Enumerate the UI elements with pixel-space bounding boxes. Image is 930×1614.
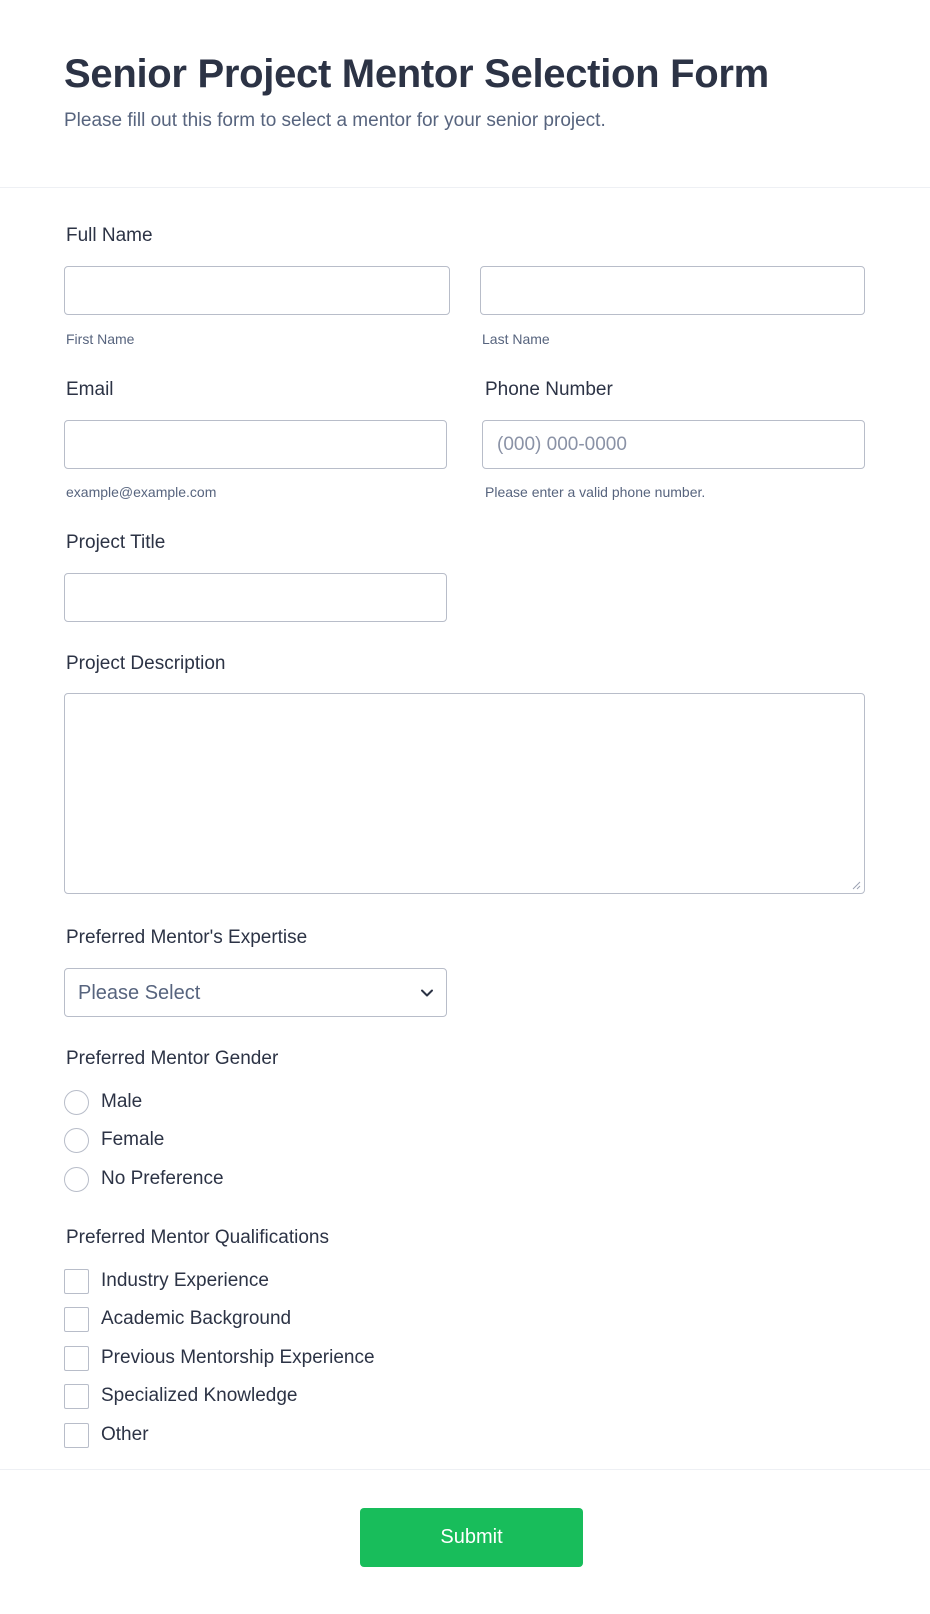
qualification-option-label: Industry Experience xyxy=(101,1270,269,1291)
gender-option-no-preference[interactable] xyxy=(64,1166,464,1194)
qualification-option-academic-background[interactable] xyxy=(64,1306,464,1334)
qualification-option-label: Previous Mentorship Experience xyxy=(101,1347,375,1368)
email-input[interactable] xyxy=(64,420,447,469)
footer-divider xyxy=(0,1469,930,1470)
gender-option-male[interactable] xyxy=(64,1089,464,1117)
checkbox[interactable] xyxy=(64,1307,89,1332)
qualification-option-label: Specialized Knowledge xyxy=(101,1385,298,1406)
qualification-option-other[interactable] xyxy=(64,1422,464,1450)
phone-label: Phone Number xyxy=(485,379,613,400)
full-name-label: Full Name xyxy=(66,225,153,246)
qualification-option-specialized-knowledge[interactable] xyxy=(64,1383,464,1411)
page-title: Senior Project Mentor Selection Form xyxy=(64,52,769,96)
qualification-option-previous-mentorship[interactable] xyxy=(64,1345,464,1373)
project-title-label: Project Title xyxy=(66,532,166,553)
phone-input[interactable] xyxy=(482,420,865,469)
expertise-selected-value: Please Select xyxy=(78,982,201,1004)
qualifications-label: Preferred Mentor Qualifications xyxy=(66,1227,329,1248)
checkbox[interactable] xyxy=(64,1269,89,1294)
phone-sublabel: Please enter a valid phone number. xyxy=(485,484,706,500)
expertise-select[interactable] xyxy=(64,968,447,1017)
qualification-option-label: Academic Background xyxy=(101,1308,292,1329)
radio-button[interactable] xyxy=(64,1090,89,1115)
gender-option-label: Female xyxy=(101,1129,165,1150)
radio-button[interactable] xyxy=(64,1167,89,1192)
qualification-option-industry-experience[interactable] xyxy=(64,1268,464,1296)
gender-option-label: Male xyxy=(101,1091,143,1112)
last-name-input[interactable] xyxy=(480,266,865,315)
radio-button[interactable] xyxy=(64,1128,89,1153)
project-description-label: Project Description xyxy=(66,653,226,674)
resize-grip-icon[interactable] xyxy=(851,880,861,890)
form-header xyxy=(0,0,930,188)
first-name-sublabel: First Name xyxy=(66,331,135,347)
qualification-option-label: Other xyxy=(101,1424,149,1445)
email-label: Email xyxy=(66,379,114,400)
gender-option-female[interactable] xyxy=(64,1127,464,1155)
gender-label: Preferred Mentor Gender xyxy=(66,1048,279,1069)
checkbox[interactable] xyxy=(64,1346,89,1371)
first-name-input[interactable] xyxy=(64,266,450,315)
gender-option-label: No Preference xyxy=(101,1168,224,1189)
checkbox[interactable] xyxy=(64,1384,89,1409)
project-title-input[interactable] xyxy=(64,573,447,622)
last-name-sublabel: Last Name xyxy=(482,331,550,347)
email-sublabel: example@example.com xyxy=(66,484,217,500)
page-subtitle: Please fill out this form to select a mentor for your senior project. xyxy=(64,110,606,131)
expertise-label: Preferred Mentor's Expertise xyxy=(66,927,308,948)
submit-button[interactable]: Submit xyxy=(360,1508,583,1567)
checkbox[interactable] xyxy=(64,1423,89,1448)
chevron-down-icon xyxy=(420,986,434,1000)
project-description-textarea[interactable] xyxy=(64,693,865,894)
